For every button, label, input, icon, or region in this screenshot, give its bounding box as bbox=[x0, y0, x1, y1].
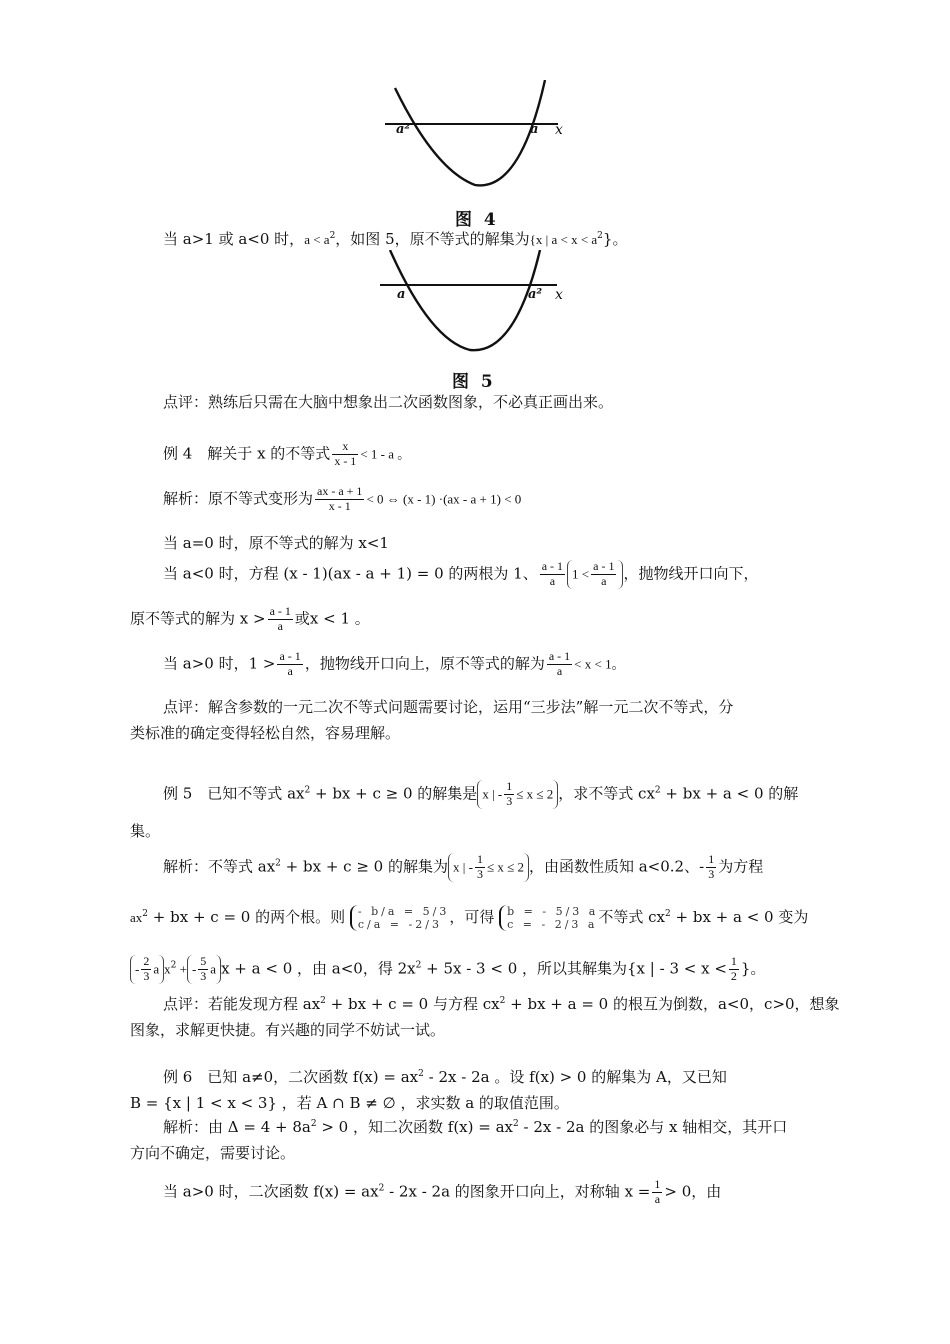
figure-4-parabola bbox=[380, 80, 580, 195]
fig4-axis-label: x bbox=[555, 122, 563, 138]
equation-system-1: - b/a = 5/3 c/a = -2/3 bbox=[350, 905, 449, 931]
fraction: $\frac{5}{3}$ bbox=[200, 954, 207, 983]
fig5-label-left: a bbox=[397, 287, 406, 302]
fraction: $\frac{a - 1}{a}$ bbox=[279, 649, 301, 678]
fraction: $\frac{ax - a + 1}{x - 1}$ bbox=[317, 484, 363, 513]
fig5-axis-label: x bbox=[555, 287, 563, 303]
comment-1: 点评：熟练后只需在大脑中想象出二次函数图象，不必真正画出来。 bbox=[163, 393, 614, 411]
fraction: $\frac{a - 1}{a}$ bbox=[593, 559, 615, 588]
comment-3-line-2: 图象，求解更快捷。有兴趣的同学不妨试一试。 bbox=[130, 1021, 446, 1039]
text-line-fig5-intro: 当 a>1 或 a<0 时，$a < a^2$，如图 5，原不等式的解集为{x | $a < x < a^2$}。 bbox=[163, 230, 628, 248]
example-4-case-negative-result: 原不等式的解为 x > $\frac{a - 1}{a}$ 或x < 1 。 bbox=[130, 604, 370, 633]
example-6-statement-2: B = {x | 1 < x < 3} ，若 A ∩ B ≠ ∅ ，求实数 a 的取值范围。 bbox=[130, 1094, 569, 1112]
example-4-case-zero: 当 a=0 时，原不等式的解为 x<1 bbox=[163, 534, 389, 552]
fraction: $\frac{1}{3}$ bbox=[476, 852, 483, 881]
example-5-statement-end: 集。 bbox=[130, 822, 161, 840]
example-5-roots: $ax^2$ + bx + c = 0 的两个根。则 - b/a = 5/3 c/a = -2/3 ，可得 b = - 5/3 a c = - 2/3 a 不等式 $cx^2$ + bx + a < 0 变为 bbox=[130, 905, 809, 932]
set-brace: x | - $\frac{1}{3}$ ≤ x ≤ 2 bbox=[477, 780, 558, 809]
paren-group: - $\frac{2}{3}$ a bbox=[130, 955, 164, 984]
fraction: $\frac{a - 1}{a}$ bbox=[541, 559, 564, 588]
equation-system-2: b = - 5/3 a c = - 2/3 a bbox=[499, 905, 598, 931]
fraction: $\frac{1}{3}$ bbox=[506, 779, 513, 808]
fraction: $\frac{a - 1}{a}$ bbox=[548, 649, 571, 678]
example-4-solution: 解析：原不等式变形为 $\frac{ax - a + 1}{x - 1}$ < 0 ⇔ (x - 1) ·(ax - a + 1) < 0 bbox=[163, 484, 522, 513]
fraction: $\frac{1}{3}$ bbox=[708, 852, 715, 881]
paren-group: - $\frac{5}{3}$ a bbox=[187, 955, 221, 984]
fraction: $\frac{a - 1}{a}$ bbox=[269, 604, 291, 633]
example-4-statement: 例 4 解关于 x 的不等式 $\frac{x}{x - 1}$ < 1 - a 。 bbox=[163, 439, 411, 468]
example-5-solution: 解析：不等式 $ax^2$ + bx + c ≥ 0 的解集为 x | - $\frac{1}{3}$ ≤ x ≤ 2 ，由函数性质知 a<0.2、- $\frac{1}{3}$ 为方程 bbox=[163, 852, 764, 881]
paren-group: 1 < $\frac{a - 1}{a}$ bbox=[567, 560, 623, 589]
fraction: $\frac{2}{3}$ bbox=[143, 954, 150, 983]
fig4-caption: 图 4 bbox=[455, 210, 499, 230]
example-4-case-negative: 当 a<0 时，方程 (x - 1)(ax - a + 1) = 0 的两根为 1、 $\frac{a - 1}{a}$ 1 < $\frac{a - 1}{a}$ ，抛物线开口向下， bbox=[163, 559, 759, 588]
fraction: $\frac{1}{2}$ bbox=[730, 954, 737, 983]
comment-2-line-1: 点评：解含参数的一元二次不等式问题需要讨论，运用“三步法”解一元二次不等式，分 bbox=[163, 698, 734, 716]
fig4-label-left: a² bbox=[396, 122, 411, 137]
example-6-solution-2: 方向不确定，需要讨论。 bbox=[130, 1144, 296, 1162]
example-6-statement: 例 6 已知 a≠0，二次函数 $f(x) = ax^2 - 2x - 2a$ 。设 f(x) > 0 的解集为 A，又已知 bbox=[163, 1068, 727, 1086]
example-4-case-positive: 当 a>0 时，1 > $\frac{a - 1}{a}$ ，抛物线开口向上，原不等式的解为 $\frac{a - 1}{a}$ < x < 1。 bbox=[163, 649, 625, 678]
set-brace: x | - $\frac{1}{3}$ ≤ x ≤ 2 bbox=[448, 853, 529, 882]
fig4-label-right: a bbox=[530, 122, 539, 137]
fraction: $\frac{1}{a}$ bbox=[654, 1177, 661, 1206]
comment-3-line-1: 点评：若能发现方程 $ax^2$ + bx + c = 0 与方程 $cx^2$ + bx + a = 0 的根互为倒数，a<0，c>0，想象 bbox=[163, 995, 840, 1013]
example-5-statement: 例 5 已知不等式 $ax^2$ + bx + c ≥ 0 的解集是 x | - $\frac{1}{3}$ ≤ x ≤ 2 ，求不等式 $cx^2$ + bx + a < 0 的解 bbox=[163, 779, 799, 808]
example-6-solution: 解析：由 $\Delta = 4 + 8a^2 > 0$ ，知二次函数 $f(x) = ax^2 - 2x - 2a$ 的图象必与 x 轴相交，其开口 bbox=[163, 1118, 788, 1136]
fraction: $\frac{x}{x - 1}$ bbox=[334, 439, 357, 468]
figure-5-parabola bbox=[375, 250, 575, 360]
example-5-transformed: - $\frac{2}{3}$ a $x^2$ + - $\frac{5}{3}$ a x + a < 0 ，由 a<0，得 $2x^2 + 5x - 3 < 0$ ，所以其解集为{x | - 3 < x < $\frac{1}{2}$ }。 bbox=[130, 955, 765, 984]
comment-2-line-2: 类标准的确定变得轻松自然，容易理解。 bbox=[130, 724, 401, 742]
fig5-caption: 图 5 bbox=[452, 372, 496, 392]
example-6-case-positive: 当 a>0 时，二次函数 $f(x) = ax^2 - 2x - 2a$ 的图象开口向上，对称轴 x = $\frac{1}{a}$ > 0，由 bbox=[163, 1177, 722, 1206]
fig5-label-right: a² bbox=[528, 287, 543, 302]
